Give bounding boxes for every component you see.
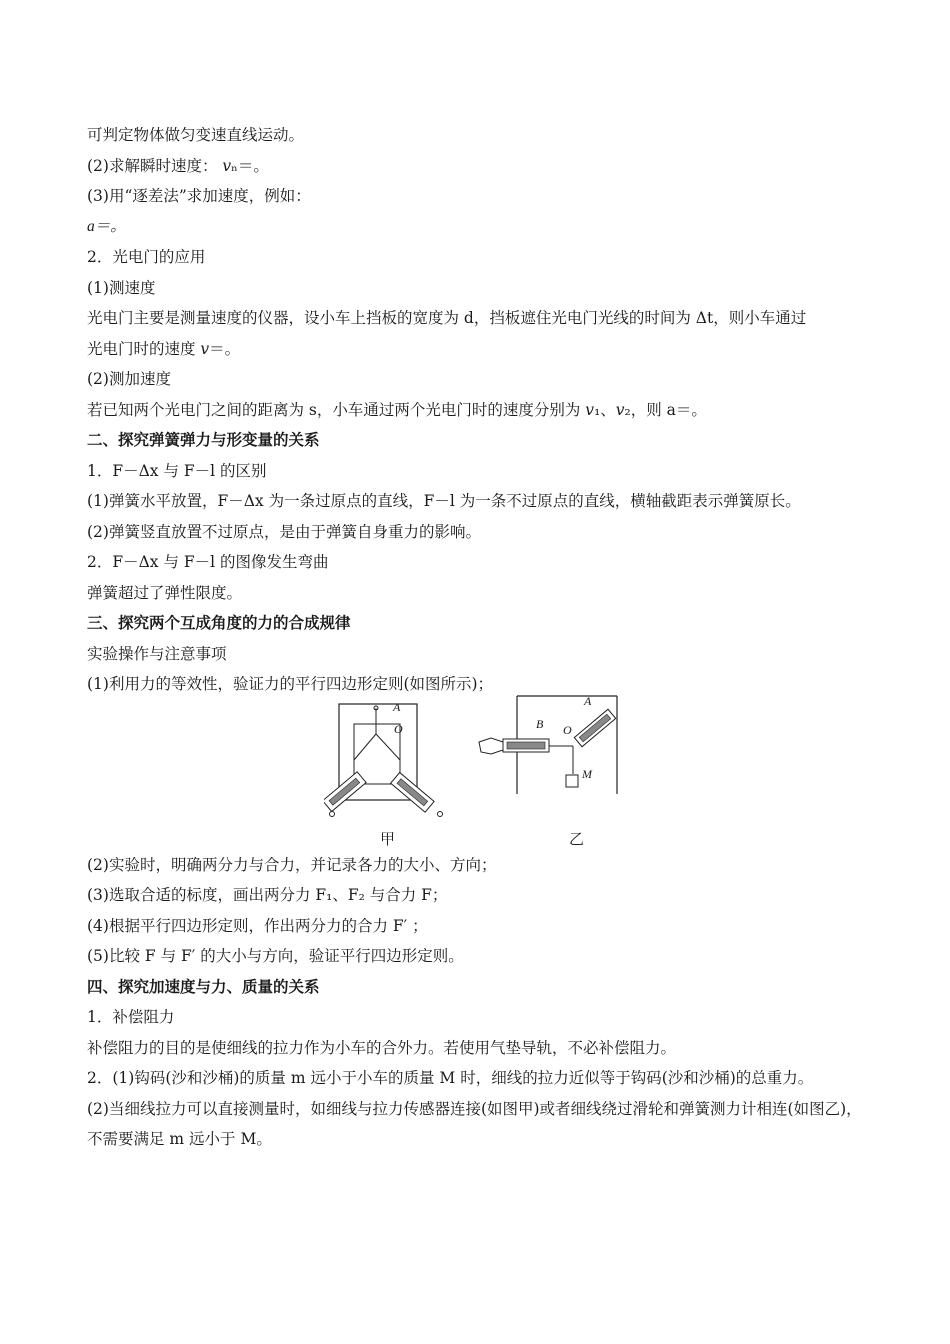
text-line: 补偿阻力的目的是使细线的拉力作为小车的合外力。若使用气垫导轨，不必补偿阻力。	[87, 1038, 677, 1057]
text-line: (2)求解瞬时速度： 𝑣ₙ＝。	[87, 156, 269, 175]
text-line: 光电门时的速度 𝑣＝。	[87, 339, 241, 358]
text-line: 1．F－Δx 与 F－l 的区别	[87, 461, 267, 480]
figure-left	[324, 699, 474, 822]
text-line: (4)根据平行四边形定则，作出两分力的合力 F′ ；	[87, 916, 428, 935]
text-line: (1)测速度	[87, 278, 156, 297]
section-heading: 三、探究两个互成角度的力的合成规律	[87, 613, 351, 632]
label-a2: A	[584, 693, 592, 708]
text-line: 实验操作与注意事项	[87, 644, 227, 663]
document-page	[87, 120, 877, 1155]
label-m: M	[582, 766, 592, 781]
text-line: (2)弹簧竖直放置不过原点，是由于弹簧自身重力的影响。	[87, 522, 481, 541]
caption-jia: 甲	[380, 829, 396, 848]
text-line: (2)实验时，明确两分力与合力，并记录各力的大小、方向；	[87, 855, 497, 874]
text-line: (5)比较 F 与 F′ 的大小与方向，验证平行四边形定则。	[87, 947, 464, 965]
text-line: (1)弹簧水平放置，F－Δx 为一条过原点的直线，F－l 为一条不过原点的直线，横轴截距表示弹簧原长。	[87, 492, 801, 510]
figure	[87, 693, 877, 850]
text-line: 2．F－Δx 与 F－l 的图像发生弯曲	[87, 553, 329, 571]
text-line: (1)利用力的等效性，验证力的平行四边形定则(如图所示)；	[87, 675, 494, 693]
text-line: (2)当细线拉力可以直接测量时，如细线与拉力传感器连接(如图甲)或者细线绕过滑轮和弹簧测力计相连(如图乙)，不需要满足 m 远小于 M。	[87, 1099, 862, 1148]
label-o2: O	[563, 722, 572, 737]
figure-right	[477, 694, 627, 809]
text-line: (3)用“逐差法”求加速度，例如：	[87, 187, 311, 205]
text-line: 若已知两个光电门之间的距离为 s，小车通过两个光电门时的速度分别为 𝑣₁、𝑣₂，则 a＝。	[87, 400, 707, 419]
label-b: B	[536, 716, 544, 731]
text-line: a＝。	[87, 217, 126, 235]
section-heading: 二、探究弹簧弹力与形变量的关系	[87, 430, 320, 449]
text-line: 弹簧超过了弹性限度。	[87, 583, 243, 602]
text-line: 光电门主要是测量速度的仪器，设小车上挡板的宽度为 d，挡板遮住光电门光线的时间为 Δt，则小车通过	[87, 309, 807, 327]
section-heading: 四、探究加速度与力、质量的关系	[87, 976, 320, 996]
text-line: 2．光电门的应用	[87, 248, 206, 266]
text-line: 可判定物体做匀变速直线运动。	[87, 126, 305, 144]
label-o: O	[394, 721, 403, 736]
text-line: (3)选取合适的标度，画出两分力 F₁、F₂ 与合力 F；	[87, 886, 448, 904]
label-a: A	[393, 699, 401, 714]
text-line: (2)测加速度	[87, 370, 171, 388]
text-line: 1．补偿阻力	[87, 1008, 175, 1026]
text-line: 2．(1)钩码(沙和沙桶)的质量 m 远小于小车的质量 M 时，细线的拉力近似等于钩码(沙和沙桶)的总重力。	[87, 1069, 814, 1087]
caption-yi: 乙	[569, 829, 585, 848]
